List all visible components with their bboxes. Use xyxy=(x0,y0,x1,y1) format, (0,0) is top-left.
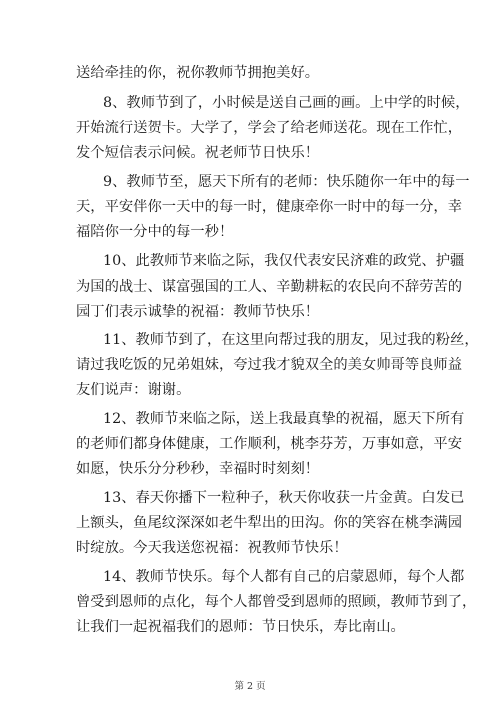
paragraph-line: 园丁们表示诚挚的祝福：教师节快乐！ xyxy=(76,304,320,320)
paragraph-line: 9、教师节至，愿天下所有的老师：快乐随你一年中的每一 xyxy=(103,174,470,190)
paragraph-line: 发个短信表示问候。祝老师节日快乐！ xyxy=(76,145,320,161)
paragraph-line: 如愿，快乐分分秒秒，幸福时时刻刻！ xyxy=(76,461,320,477)
paragraph-line: 的老师们都身体健康，工作顺利，桃李芬芳，万事如意，平安 xyxy=(76,436,463,452)
paragraph-line: 天，平安伴你一天中的每一时，健康牵你一时中的每一分，幸 xyxy=(76,199,463,215)
paragraph-line: 上额头，鱼尾纹深深如老牛犁出的田沟。你的笑容在桃李满园 xyxy=(76,515,463,531)
paragraph-line: 8、教师节到了，小时候是送自己画的画。上中学的时候， xyxy=(103,95,470,111)
paragraph-line: 开始流行送贺卡。大学了，学会了给老师送花。现在工作忙， xyxy=(76,120,463,136)
paragraph-line: 10、此教师节来临之际，我仅代表安民济难的政党、护疆 xyxy=(103,253,465,269)
paragraph-line: 时绽放。今天我送您祝福：祝教师节快乐！ xyxy=(76,540,348,556)
paragraph-line: 送给牵挂的你，祝你教师节拥抱美好。 xyxy=(76,65,320,81)
paragraph-line: 12、教师节来临之际，送上我最真挚的祝福，愿天下所有 xyxy=(103,411,465,427)
paragraph-line: 13、春天你播下一粒种子，秋天你收获一片金黄。白发已 xyxy=(103,490,465,506)
paragraph-line: 为国的战士、谋富强国的工人、辛勤耕耘的农民向不辞劳苦的 xyxy=(76,279,463,295)
paragraph-line: 友们说声：谢谢。 xyxy=(76,382,191,398)
page-number: 第 2 页 xyxy=(234,681,266,692)
paragraph-line: 让我们一起祝福我们的恩师：节日快乐，寿比南山。 xyxy=(76,619,405,635)
paragraph-line: 福陪你一分中的每一秒！ xyxy=(76,224,234,240)
paragraph-line: 11、教师节到了，在这里向帮过我的朋友，见过我的粉丝， xyxy=(103,332,479,348)
paragraph-line: 曾受到恩师的点化，每个人都曾受到恩师的照顾，教师节到了， xyxy=(76,594,477,610)
paragraph-line: 14、教师节快乐。每个人都有自己的启蒙恩师，每个人都 xyxy=(103,569,465,585)
paragraph-line: 请过我吃饭的兄弟姐妹，夸过我才貌双全的美女帅哥等良师益 xyxy=(76,357,463,373)
